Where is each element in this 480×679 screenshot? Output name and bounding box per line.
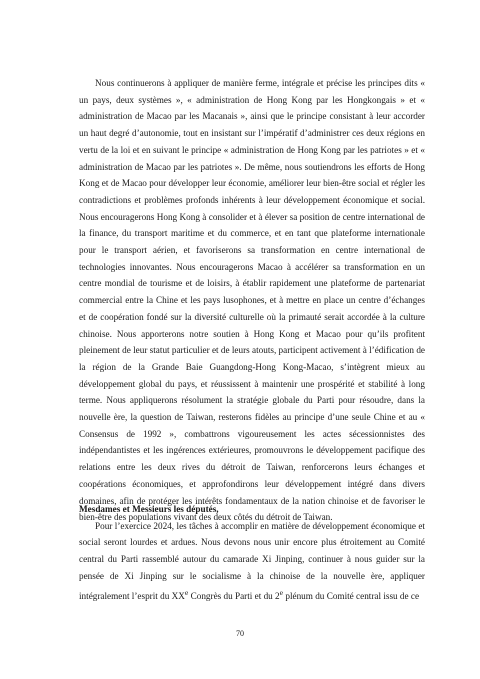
paragraph-hong-kong-macao-taiwan: Nous continuerons à appliquer de manière ferme, intégrale et précise les principes dits « un pays, deux systèmes », « administration de Hong Kong par les Hongkongais » et « administration de Macao par les Macanais », ainsi que le principe consistant à leur accorder un haut degré d’autonomie, tout en insistant sur l’impératif d’administrer ces deux régions en vertu de la loi et en suivant le principe « administration de Hong Kong par les patriotes » et « administration de Macao par les patriotes ». De même, nous soutiendrons les efforts de Hong Kong et de Macao pour développer leur économie, améliorer leur bien-être social et régler les contradictions et problèmes profonds inhérents à leur développement économique et social. Nous encouragerons Hong Kong à consolider et à élever sa position de centre international de la finance, du transport maritime et du commerce, et en tant que plateforme internationale pour le transport aérien, et favoriserons sa transformation en centre international de technologies innovantes. Nous encouragerons Macao à accélérer sa transformation en un centre mondial de tourisme et de loisirs, à établir rapidement une plateforme de partenariat commercial entre la Chine et les pays lusophones, et à mettre en place un centre d’échanges et de coopération fondé sur la diversité culturelle où la primauté serait accordée à la culture chinoise. Nous apporterons notre soutien à Hong Kong et Macao pour qu’ils profitent pleinement de leur statut particulier et de leurs atouts, participent activement à l’édification de la région de la Grande Baie Guangdong-Hong Kong-Macao, s’intègrent mieux au développement global du pays, et réussissent à maintenir une prospérité et stabilité à long terme. Nous appliquerons résolument la stratégie globale du Parti pour résoudre, dans la nouvelle ère, la question de Taiwan, resterons fidèles au principe d’une seule Chine et au « Consensus de 1992 », combattrons vigoureusement les actes sécessionnistes des indépendantistes et les ingérences extérieures, promouvrons le développement pacifique des relations entre les deux rives du détroit de Taiwan, renforcerons leurs échanges et coopérations économiques, et approfondirons leur développement intégré dans divers domaines, afin de protéger les intérêts fondamentaux de la nation chinoise et de favoriser le bien-être des populations vivant des deux côtés du détroit de Taiwan. — [79, 78, 425, 523]
superscript-e: e — [279, 587, 284, 597]
paragraph-text-part-2: Congrès du Parti et du 2 — [188, 590, 280, 601]
body-text-section-2 — [79, 501, 425, 604]
body-text-section-1 — [79, 75, 425, 526]
paragraph-text-part-3: plénum du Comité central issu de ce — [283, 590, 420, 601]
superscript-e: e — [184, 587, 189, 597]
paragraph-tasks-2024 — [79, 518, 425, 605]
page-number: 70 — [236, 629, 244, 638]
address-heading: Mesdames et Messieurs les députés, — [79, 504, 219, 514]
paragraph-text-part-1: Pour l’exercice 2024, les tâches à accomplir en matière de développement économique et social seront lourdes et ardues. Nous devons nous unir encore plus étroitement au Comité central du Parti rassemblé autour du camarade Xi Jinping, continuer à nous guider sur la pensée de Xi Jinping sur le socialisme à la chinoise de la nouvelle ère, appliquer intégralement l’esprit du XX — [79, 520, 425, 601]
